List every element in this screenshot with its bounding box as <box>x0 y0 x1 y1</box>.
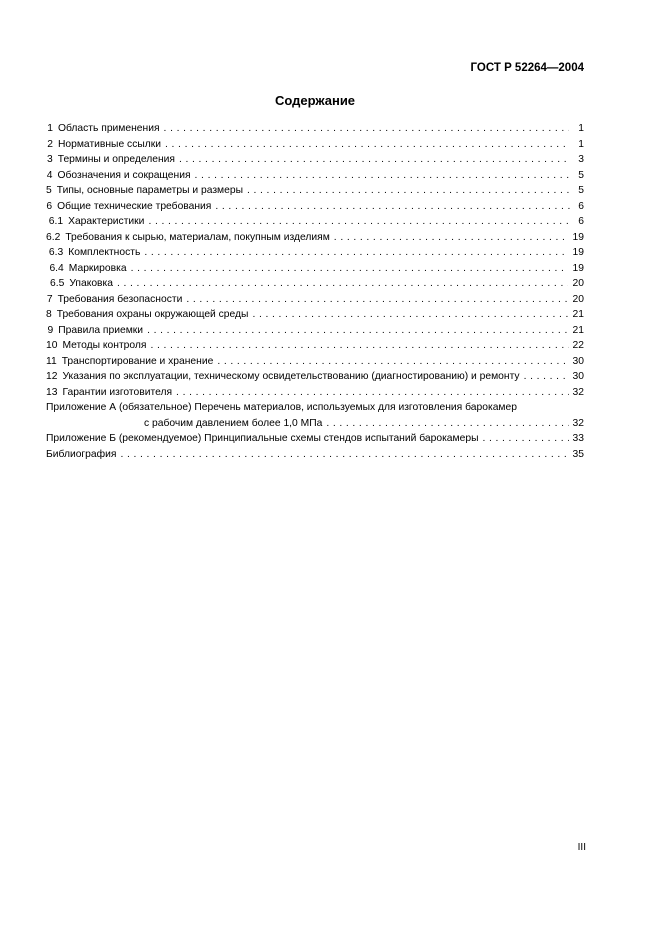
toc-entry-title: Библиография <box>46 448 117 460</box>
toc-entry-page: 6 <box>578 216 584 227</box>
toc-entry[interactable] <box>46 292 584 308</box>
leader-dots <box>247 183 571 199</box>
toc-entry-number: 1 <box>47 123 53 134</box>
toc-entry[interactable] <box>46 168 584 184</box>
leader-dots <box>179 152 569 168</box>
leader-dots <box>215 199 570 215</box>
toc-entry-page: 5 <box>578 185 584 196</box>
toc-entry-title: Приложение А (обязательное) Перечень материалов, используемых для изготовления барокамер <box>46 402 517 413</box>
toc-entry[interactable] <box>46 323 584 339</box>
leader-dots <box>147 323 568 339</box>
toc-entry-number: 2 <box>47 138 53 150</box>
toc-entry[interactable] <box>46 199 584 215</box>
leader-dots <box>326 416 568 432</box>
leader-dots <box>150 338 568 354</box>
leader-dots <box>186 292 568 308</box>
toc-entry-title: Гарантии изготовителя <box>62 386 173 398</box>
toc-entry-number: 7 <box>46 293 53 305</box>
toc-entry-number: 6.2 <box>46 231 61 243</box>
toc-entry-page: 22 <box>572 340 584 351</box>
leader-dots <box>144 245 568 261</box>
toc-entry-number: 12 <box>46 371 58 382</box>
toc-entry-title: с рабочим давлением более 1,0 МПа <box>144 417 323 429</box>
toc-entry-title: Маркировка <box>68 262 127 274</box>
toc-entry-bibliography[interactable] <box>46 447 584 463</box>
toc-entry-title: Типы, основные параметры и размеры <box>56 185 243 196</box>
leader-dots <box>165 137 569 153</box>
toc-entry-number: 6.3 <box>48 247 64 258</box>
toc-entry[interactable] <box>46 121 584 137</box>
toc-entry-title: Требования охраны окружающей среды <box>56 309 249 320</box>
page-title: Содержание <box>274 93 356 108</box>
toc-entry[interactable] <box>46 230 584 246</box>
toc-entry[interactable] <box>46 137 584 153</box>
toc-entry-number: 9 <box>47 324 54 336</box>
toc-entry-number: 11 <box>46 355 57 367</box>
toc-entry-title: Нормативные ссылки <box>57 138 162 150</box>
leader-dots <box>131 261 569 277</box>
toc-entry-number: 4 <box>46 169 53 181</box>
toc-entry-title: Область применения <box>57 123 160 134</box>
toc-entry[interactable] <box>46 354 584 370</box>
toc-entry-number: 6.1 <box>48 216 64 227</box>
toc-entry[interactable] <box>46 276 584 292</box>
toc-entry-number: 10 <box>46 340 58 351</box>
leader-dots <box>176 385 568 401</box>
toc-entry-page: 5 <box>578 169 584 181</box>
toc-entry[interactable] <box>46 214 584 230</box>
toc-entry[interactable] <box>46 369 584 385</box>
toc-entry-page: 1 <box>578 123 584 134</box>
toc-entry-page: 6 <box>578 200 585 212</box>
toc-entry-page: 32 <box>572 417 584 429</box>
toc-entry-number: 13 <box>46 386 58 398</box>
toc-entry-title: Обозначения и сокращения <box>57 169 191 181</box>
toc-entry-page: 20 <box>572 293 584 305</box>
toc-entry-number: 6.5 <box>50 278 65 289</box>
leader-dots <box>524 369 569 385</box>
toc-entry-page: 3 <box>578 154 584 165</box>
toc-entry-appendix-a-line1[interactable] <box>46 400 584 416</box>
toc-entry-page: 21 <box>572 309 584 320</box>
toc-entry[interactable] <box>46 385 584 401</box>
toc-entry[interactable] <box>46 245 584 261</box>
leader-dots <box>117 276 568 292</box>
toc-entry-title: Комплектность <box>68 247 141 258</box>
toc-entry-number: 8 <box>46 309 52 320</box>
toc-entry[interactable] <box>46 338 584 354</box>
toc-entry-page: 30 <box>572 371 584 382</box>
toc-entry-title: Методы контроля <box>62 340 147 351</box>
toc-entry-page: 19 <box>572 231 584 243</box>
toc-entry-number: 3 <box>47 154 53 165</box>
toc-entry-page: 32 <box>572 386 584 398</box>
toc-entry-appendix-a-line2[interactable] <box>46 416 584 432</box>
leader-dots <box>120 447 567 463</box>
toc-entry-page: 30 <box>572 355 584 367</box>
toc-entry-title: Термины и определения <box>57 154 175 165</box>
toc-entry-title: Требования безопасности <box>57 293 183 305</box>
leader-dots <box>334 230 569 246</box>
toc-entry-number: 5 <box>46 185 52 196</box>
toc-entry[interactable] <box>46 307 584 323</box>
toc-entry-page: 21 <box>572 324 584 336</box>
toc-entry[interactable] <box>46 183 584 199</box>
toc-entry-appendix-b[interactable] <box>46 431 584 447</box>
toc-entry[interactable] <box>46 261 584 277</box>
toc-entry[interactable] <box>46 152 584 168</box>
toc-entry-title: Приложение Б (рекомендуемое) Принципиальные схемы стендов испытаний барокамеры <box>46 433 479 444</box>
toc-entry-page: 1 <box>578 138 584 150</box>
leader-dots <box>195 168 570 184</box>
toc-entry-title: Упаковка <box>69 278 113 289</box>
toc-entry-title: Указания по эксплуатации, техническому освидетельствованию (диагностированию) и ремонту <box>62 371 520 382</box>
page-number: III <box>577 842 586 853</box>
toc-entry-title: Правила приемки <box>58 324 144 336</box>
toc-entry-title: Характеристики <box>68 216 145 227</box>
document-code: ГОСТ Р 52264—2004 <box>470 62 584 74</box>
toc-entry-page: 20 <box>572 278 585 289</box>
toc-entry-title: Общие технические требования <box>57 200 212 212</box>
leader-dots <box>148 214 568 230</box>
leader-dots <box>217 354 568 370</box>
leader-dots <box>164 121 569 137</box>
toc-entry-number: 6 <box>46 200 53 212</box>
leader-dots <box>252 307 568 323</box>
toc-entry-title: Требования к сырью, материалам, покупным изделиям <box>65 231 330 243</box>
toc-entry-title: Транспортирование и хранение <box>61 355 214 367</box>
leader-dots <box>482 431 568 447</box>
table-of-contents <box>46 121 584 462</box>
toc-entry-number: 6.4 <box>49 262 64 274</box>
toc-entry-page: 19 <box>572 262 584 274</box>
toc-entry-page: 33 <box>572 433 584 444</box>
toc-entry-page: 19 <box>572 247 584 258</box>
toc-entry-page: 35 <box>572 448 584 460</box>
